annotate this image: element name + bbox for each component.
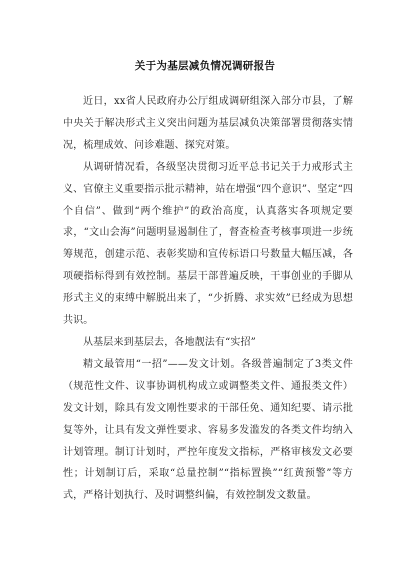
- document-body: [63, 91, 353, 507]
- document-title: 关于为基层减负情况调研报告: [134, 60, 276, 72]
- section-heading: 从基层来到基层去，各地靓法有“实招”: [83, 336, 256, 348]
- paragraph-document-plan: 精文最管用“一招”——发文计划。各级普遍制定了3类文件（规范性文件、议事协调机构成立或调整类文件、通报类文件）发文计划，除具有发文刚性要求的干部任免、通知纪要、请示批复等外，让具有发文弹性要求、容易多发滥发的各类文件均纳入计划管理。制订计划时，严控年度发文指标，严格审核发文必要性；计划制订后，采取“总量控制”“指标置换”“红黄预警”等方式，严格计划执行、及时调整纠偏，有效控制发文数量。: [63, 358, 353, 502]
- paragraph-findings: 从调研情况看，各级坚决贯彻习近平总书记关于力戒形式主义、官僚主义重要指示批示精神，站在增强“四个意识”、坚定“四个自信”、做到“两个维护”的政治高度，认真落实各项规定要求，“文山会海”问题明显遏制住了，督查检查考核事项进一步统筹规范，创建示范、表彰奖励和宣传标语口号数量大幅压减，各项硬指标得到有效控制。基层干部普遍反映，干事创业的手脚从形式主义的束缚中解脱出来了，“少折腾、求实效”已经成为思想共识。: [63, 161, 353, 327]
- paragraph-intro: 近日，xx省人民政府办公厅组成调研组深入部分市县，了解中央关于解决形式主义突出问题为基层减负决策部署贯彻落实情况，梳理成效、问诊难题、探究对策。: [63, 96, 353, 151]
